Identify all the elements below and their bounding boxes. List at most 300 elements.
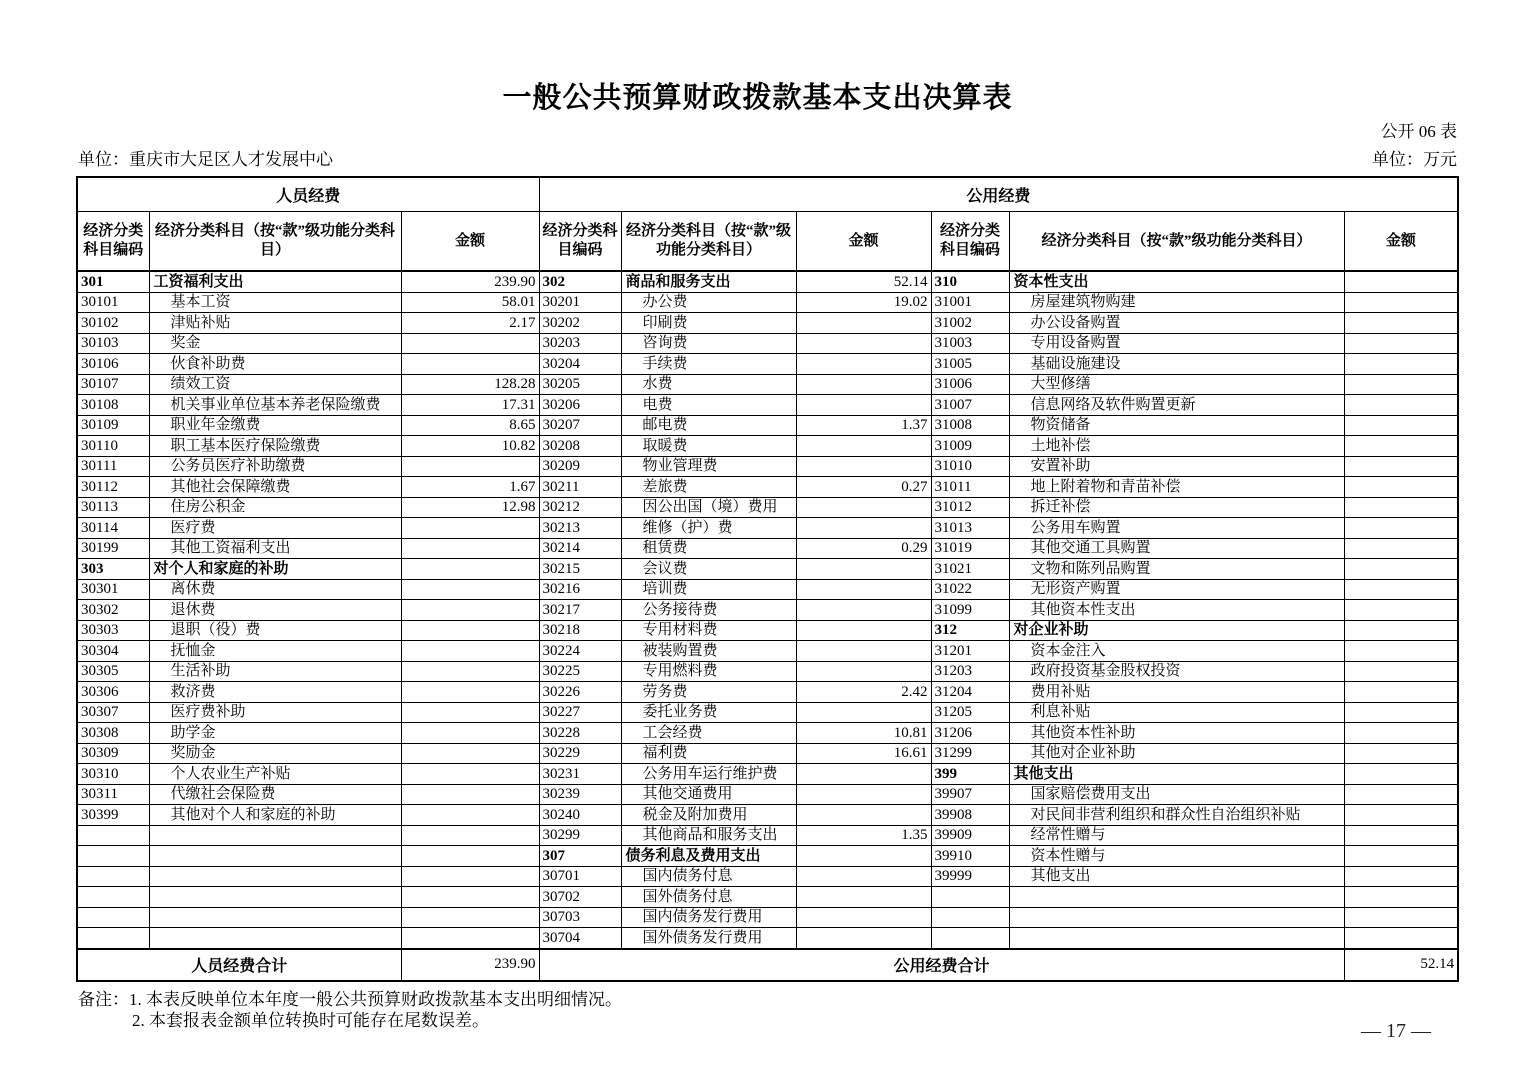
cell-code: 30106 xyxy=(77,354,149,375)
cell-code: 31099 xyxy=(931,600,1009,621)
cell-name: 其他资本性支出 xyxy=(1009,600,1344,621)
cell-name: 津贴补贴 xyxy=(149,313,401,334)
cell-name: 其他对个人和家庭的补助 xyxy=(149,805,401,826)
cell-name: 个人农业生产补贴 xyxy=(149,764,401,785)
cell-code xyxy=(77,887,149,908)
cell-code: 30704 xyxy=(539,928,621,949)
cell-name: 对个人和家庭的补助 xyxy=(149,559,401,580)
cell-amount xyxy=(401,723,539,744)
cell-name: 无形资产购置 xyxy=(1009,579,1344,600)
cell-amount xyxy=(1344,825,1458,846)
cell-amount xyxy=(1344,518,1458,539)
cell-code: 30209 xyxy=(539,456,621,477)
cell-code: 30109 xyxy=(77,415,149,436)
cell-name: 拆迁补偿 xyxy=(1009,497,1344,518)
table-row xyxy=(77,661,1458,682)
cell-amount xyxy=(1344,313,1458,334)
cell-code: 31206 xyxy=(931,723,1009,744)
table-row xyxy=(77,723,1458,744)
cell-code: 30203 xyxy=(539,333,621,354)
cell-amount xyxy=(1344,477,1458,498)
cell-code xyxy=(77,928,149,949)
cell-name: 其他对企业补助 xyxy=(1009,743,1344,764)
cell-amount xyxy=(1344,682,1458,703)
cell-name: 文物和陈列品购置 xyxy=(1009,559,1344,580)
cell-amount: 12.98 xyxy=(401,497,539,518)
cell-amount xyxy=(796,579,931,600)
cell-name: 培训费 xyxy=(621,579,796,600)
notes xyxy=(78,989,1515,1031)
cell-name: 工资福利支出 xyxy=(149,271,401,292)
cell-code: 30206 xyxy=(539,395,621,416)
table-row xyxy=(77,764,1458,785)
cell-name: 公务用车运行维护费 xyxy=(621,764,796,785)
cell-name: 咨询费 xyxy=(621,333,796,354)
cell-code: 31002 xyxy=(931,313,1009,334)
cell-name: 办公费 xyxy=(621,292,796,313)
cell-amount xyxy=(401,518,539,539)
table-body xyxy=(77,271,1458,949)
cell-amount xyxy=(401,784,539,805)
cell-code: 30228 xyxy=(539,723,621,744)
cell-amount xyxy=(796,497,931,518)
cell-amount xyxy=(401,641,539,662)
cell-amount xyxy=(796,928,931,949)
expenditure-table xyxy=(76,176,1459,982)
cell-code: 30102 xyxy=(77,313,149,334)
cell-amount xyxy=(401,743,539,764)
cell-code: 30212 xyxy=(539,497,621,518)
group-header-personnel: 人员经费 xyxy=(77,177,539,212)
cell-name: 抚恤金 xyxy=(149,641,401,662)
cell-name: 公务员医疗补助缴费 xyxy=(149,456,401,477)
cell-code: 30110 xyxy=(77,436,149,457)
cell-code: 30229 xyxy=(539,743,621,764)
cell-code: 30207 xyxy=(539,415,621,436)
cell-name: 国外债务付息 xyxy=(621,887,796,908)
cell-name: 职业年金缴费 xyxy=(149,415,401,436)
cell-code: 31005 xyxy=(931,354,1009,375)
cell-name: 维修（护）费 xyxy=(621,518,796,539)
cell-code: 301 xyxy=(77,271,149,292)
cell-amount xyxy=(1344,928,1458,949)
personnel-total-value: 239.90 xyxy=(401,949,539,981)
col-header-code: 经济分类科目编码 xyxy=(931,212,1009,272)
table-row xyxy=(77,415,1458,436)
cell-code: 30311 xyxy=(77,784,149,805)
cell-amount xyxy=(1344,866,1458,887)
cell-code: 30306 xyxy=(77,682,149,703)
table-row xyxy=(77,271,1458,292)
cell-code: 31204 xyxy=(931,682,1009,703)
cell-code: 39910 xyxy=(931,846,1009,867)
cell-name: 手续费 xyxy=(621,354,796,375)
cell-code: 30301 xyxy=(77,579,149,600)
cell-amount xyxy=(1344,354,1458,375)
cell-amount xyxy=(401,559,539,580)
cell-amount xyxy=(796,313,931,334)
cell-name: 其他社会保障缴费 xyxy=(149,477,401,498)
cell-code: 39907 xyxy=(931,784,1009,805)
cell-amount xyxy=(796,907,931,928)
cell-amount xyxy=(401,866,539,887)
cell-name xyxy=(149,907,401,928)
cell-name: 其他交通费用 xyxy=(621,784,796,805)
cell-code: 30308 xyxy=(77,723,149,744)
cell-code: 30101 xyxy=(77,292,149,313)
table-row xyxy=(77,456,1458,477)
cell-name: 水费 xyxy=(621,374,796,395)
table-row xyxy=(77,825,1458,846)
cell-code xyxy=(931,887,1009,908)
cell-code: 30399 xyxy=(77,805,149,826)
cell-amount xyxy=(401,620,539,641)
cell-code: 31013 xyxy=(931,518,1009,539)
cell-code: 399 xyxy=(931,764,1009,785)
page-title: 一般公共预算财政拨款基本支出决算表 xyxy=(502,82,1013,114)
cell-name: 资本性支出 xyxy=(1009,271,1344,292)
cell-amount xyxy=(1344,456,1458,477)
cell-amount xyxy=(796,354,931,375)
cell-name: 奖励金 xyxy=(149,743,401,764)
table-row xyxy=(77,846,1458,867)
table-row xyxy=(77,887,1458,908)
cell-name: 其他商品和服务支出 xyxy=(621,825,796,846)
table-row xyxy=(77,518,1458,539)
cell-amount xyxy=(401,887,539,908)
cell-code: 30224 xyxy=(539,641,621,662)
col-header-name: 经济分类科目（按“款”级功能分类科目） xyxy=(1009,212,1344,272)
cell-name: 土地补偿 xyxy=(1009,436,1344,457)
cell-name: 资本金注入 xyxy=(1009,641,1344,662)
cell-amount xyxy=(401,538,539,559)
cell-name: 差旅费 xyxy=(621,477,796,498)
cell-amount xyxy=(401,805,539,826)
cell-amount xyxy=(401,825,539,846)
col-header-name: 经济分类科目（按“款”级功能分类科目） xyxy=(149,212,401,272)
col-header-name: 经济分类科目（按“款”级功能分类科目） xyxy=(621,212,796,272)
cell-name xyxy=(1009,887,1344,908)
cell-code: 31006 xyxy=(931,374,1009,395)
cell-amount xyxy=(796,436,931,457)
cell-code: 30703 xyxy=(539,907,621,928)
cell-name: 国家赔偿费用支出 xyxy=(1009,784,1344,805)
table-row xyxy=(77,395,1458,416)
cell-amount xyxy=(1344,538,1458,559)
cell-amount xyxy=(796,805,931,826)
cell-name: 劳务费 xyxy=(621,682,796,703)
table-row xyxy=(77,805,1458,826)
cell-amount: 2.42 xyxy=(796,682,931,703)
form-number-label: 公开 06 表 xyxy=(1380,122,1457,141)
cell-code: 30302 xyxy=(77,600,149,621)
cell-name: 生活补助 xyxy=(149,661,401,682)
table-row xyxy=(77,477,1458,498)
cell-amount xyxy=(401,661,539,682)
table-row xyxy=(77,374,1458,395)
cell-name xyxy=(1009,907,1344,928)
cell-amount xyxy=(1344,497,1458,518)
cell-name xyxy=(149,887,401,908)
cell-name: 其他支出 xyxy=(1009,764,1344,785)
cell-name: 基本工资 xyxy=(149,292,401,313)
cell-name: 国内债务付息 xyxy=(621,866,796,887)
cell-code: 30213 xyxy=(539,518,621,539)
cell-amount xyxy=(1344,702,1458,723)
cell-name: 机关事业单位基本养老保险缴费 xyxy=(149,395,401,416)
cell-name: 其他工资福利支出 xyxy=(149,538,401,559)
cell-amount xyxy=(1344,600,1458,621)
cell-amount xyxy=(796,518,931,539)
cell-name: 住房公积金 xyxy=(149,497,401,518)
cell-code: 31009 xyxy=(931,436,1009,457)
cell-amount xyxy=(1344,374,1458,395)
cell-code: 31019 xyxy=(931,538,1009,559)
cell-amount xyxy=(401,928,539,949)
cell-code: 30299 xyxy=(539,825,621,846)
cell-code: 30303 xyxy=(77,620,149,641)
cell-code: 31012 xyxy=(931,497,1009,518)
cell-code: 303 xyxy=(77,559,149,580)
cell-code: 302 xyxy=(539,271,621,292)
cell-name: 其他资本性补助 xyxy=(1009,723,1344,744)
cell-code xyxy=(77,907,149,928)
col-header-code: 经济分类科目编码 xyxy=(77,212,149,272)
cell-name: 商品和服务支出 xyxy=(621,271,796,292)
cell-code: 30309 xyxy=(77,743,149,764)
personnel-total-label: 人员经费合计 xyxy=(77,949,401,981)
cell-amount xyxy=(1344,723,1458,744)
cell-name: 大型修缮 xyxy=(1009,374,1344,395)
cell-amount xyxy=(1344,846,1458,867)
cell-name: 国内债务发行费用 xyxy=(621,907,796,928)
cell-amount xyxy=(1344,641,1458,662)
cell-code: 31010 xyxy=(931,456,1009,477)
column-header-row xyxy=(77,212,1458,272)
cell-name: 助学金 xyxy=(149,723,401,744)
cell-name: 经常性赠与 xyxy=(1009,825,1344,846)
table-row xyxy=(77,743,1458,764)
table-row xyxy=(77,333,1458,354)
cell-code: 30111 xyxy=(77,456,149,477)
col-header-amount: 金额 xyxy=(796,212,931,272)
cell-code: 30215 xyxy=(539,559,621,580)
cell-name xyxy=(149,825,401,846)
cell-amount xyxy=(1344,559,1458,580)
cell-amount xyxy=(796,702,931,723)
table-row xyxy=(77,702,1458,723)
cell-amount: 16.61 xyxy=(796,743,931,764)
table-row xyxy=(77,682,1458,703)
cell-amount xyxy=(1344,887,1458,908)
cell-code: 310 xyxy=(931,271,1009,292)
cell-amount: 17.31 xyxy=(401,395,539,416)
cell-name: 国外债务发行费用 xyxy=(621,928,796,949)
cell-amount: 1.35 xyxy=(796,825,931,846)
cell-name: 地上附着物和青苗补偿 xyxy=(1009,477,1344,498)
cell-name: 伙食补助费 xyxy=(149,354,401,375)
cell-code: 30227 xyxy=(539,702,621,723)
cell-amount xyxy=(796,641,931,662)
cell-code: 30304 xyxy=(77,641,149,662)
cell-amount: 52.14 xyxy=(796,271,931,292)
cell-name: 其他支出 xyxy=(1009,866,1344,887)
cell-amount xyxy=(401,907,539,928)
cell-code xyxy=(77,825,149,846)
table-row xyxy=(77,928,1458,949)
note-line-2: 2. 本套报表金额单位转换时可能存在尾数误差。 xyxy=(132,1010,489,1030)
cell-amount xyxy=(401,579,539,600)
cell-name: 物资储备 xyxy=(1009,415,1344,436)
cell-amount xyxy=(401,682,539,703)
cell-code: 31007 xyxy=(931,395,1009,416)
cell-amount xyxy=(796,559,931,580)
cell-name xyxy=(149,928,401,949)
cell-name: 对民间非营利组织和群众性自治组织补贴 xyxy=(1009,805,1344,826)
cell-name: 取暖费 xyxy=(621,436,796,457)
cell-amount: 2.17 xyxy=(401,313,539,334)
cell-name: 安置补助 xyxy=(1009,456,1344,477)
cell-code: 30226 xyxy=(539,682,621,703)
cell-amount xyxy=(796,764,931,785)
table-row xyxy=(77,354,1458,375)
cell-name: 其他交通工具购置 xyxy=(1009,538,1344,559)
cell-code: 30112 xyxy=(77,477,149,498)
cell-name: 租赁费 xyxy=(621,538,796,559)
cell-amount xyxy=(1344,764,1458,785)
cell-name: 费用补贴 xyxy=(1009,682,1344,703)
cell-amount xyxy=(1344,907,1458,928)
cell-code: 30108 xyxy=(77,395,149,416)
cell-amount xyxy=(1344,784,1458,805)
cell-name: 职工基本医疗保险缴费 xyxy=(149,436,401,457)
cell-code: 39999 xyxy=(931,866,1009,887)
cell-code: 30701 xyxy=(539,866,621,887)
cell-amount: 58.01 xyxy=(401,292,539,313)
page-number: — 17 — xyxy=(1361,1020,1431,1042)
cell-amount xyxy=(796,784,931,805)
cell-code: 30202 xyxy=(539,313,621,334)
cell-name: 医疗费 xyxy=(149,518,401,539)
cell-amount: 0.27 xyxy=(796,477,931,498)
cell-code: 30214 xyxy=(539,538,621,559)
public-total-value: 52.14 xyxy=(1344,949,1458,981)
cell-amount xyxy=(796,600,931,621)
cell-amount xyxy=(796,395,931,416)
cell-amount xyxy=(401,764,539,785)
table-row xyxy=(77,641,1458,662)
cell-code: 31203 xyxy=(931,661,1009,682)
cell-code: 30702 xyxy=(539,887,621,908)
cell-name: 专用设备购置 xyxy=(1009,333,1344,354)
cell-code: 31205 xyxy=(931,702,1009,723)
cell-name: 工会经费 xyxy=(621,723,796,744)
cell-name: 代缴社会保险费 xyxy=(149,784,401,805)
cell-name: 资本性赠与 xyxy=(1009,846,1344,867)
cell-code: 30107 xyxy=(77,374,149,395)
cell-amount xyxy=(401,600,539,621)
public-total-label: 公用经费合计 xyxy=(539,949,1344,981)
cell-name: 退休费 xyxy=(149,600,401,621)
cell-code xyxy=(77,866,149,887)
cell-name xyxy=(1009,928,1344,949)
cell-code: 31001 xyxy=(931,292,1009,313)
cell-name: 因公出国（境）费用 xyxy=(621,497,796,518)
unit-name-label: 单位：重庆市大足区人才发展中心 xyxy=(78,150,333,169)
cell-code: 307 xyxy=(539,846,621,867)
cell-code: 30310 xyxy=(77,764,149,785)
cell-name: 物业管理费 xyxy=(621,456,796,477)
cell-code: 312 xyxy=(931,620,1009,641)
table-row xyxy=(77,784,1458,805)
table-row xyxy=(77,497,1458,518)
cell-amount xyxy=(1344,292,1458,313)
cell-name: 债务利息及费用支出 xyxy=(621,846,796,867)
cell-code: 30305 xyxy=(77,661,149,682)
cell-name: 公务用车购置 xyxy=(1009,518,1344,539)
cell-name xyxy=(149,846,401,867)
cell-amount xyxy=(401,702,539,723)
cell-amount: 128.28 xyxy=(401,374,539,395)
cell-amount xyxy=(796,333,931,354)
cell-code: 30217 xyxy=(539,600,621,621)
cell-amount xyxy=(796,374,931,395)
cell-amount xyxy=(796,887,931,908)
cell-name: 基础设施建设 xyxy=(1009,354,1344,375)
cell-name: 利息补贴 xyxy=(1009,702,1344,723)
cell-amount xyxy=(1344,436,1458,457)
cell-amount xyxy=(796,866,931,887)
cell-amount xyxy=(796,846,931,867)
table-row xyxy=(77,907,1458,928)
unit-row xyxy=(78,150,1457,170)
cell-name: 印刷费 xyxy=(621,313,796,334)
table-row xyxy=(77,436,1458,457)
cell-name: 对企业补助 xyxy=(1009,620,1344,641)
cell-amount: 239.90 xyxy=(401,271,539,292)
cell-amount xyxy=(1344,333,1458,354)
cell-amount: 19.02 xyxy=(796,292,931,313)
cell-amount xyxy=(1344,805,1458,826)
cell-name: 政府投资基金股权投资 xyxy=(1009,661,1344,682)
cell-amount xyxy=(796,661,931,682)
cell-code: 30240 xyxy=(539,805,621,826)
cell-name: 福利费 xyxy=(621,743,796,764)
cell-code xyxy=(931,907,1009,928)
group-header-row xyxy=(77,177,1458,212)
cell-name: 房屋建筑物购建 xyxy=(1009,292,1344,313)
col-header-amount: 金额 xyxy=(1344,212,1458,272)
cell-name: 被装购置费 xyxy=(621,641,796,662)
cell-code: 31201 xyxy=(931,641,1009,662)
cell-amount xyxy=(1344,271,1458,292)
cell-name: 税金及附加费用 xyxy=(621,805,796,826)
cell-amount: 10.81 xyxy=(796,723,931,744)
cell-code: 31299 xyxy=(931,743,1009,764)
cell-code: 30216 xyxy=(539,579,621,600)
cell-name: 邮电费 xyxy=(621,415,796,436)
cell-name: 信息网络及软件购置更新 xyxy=(1009,395,1344,416)
cell-amount: 0.29 xyxy=(796,538,931,559)
table-row xyxy=(77,292,1458,313)
cell-amount xyxy=(1344,415,1458,436)
cell-amount xyxy=(796,620,931,641)
cell-name: 办公设备购置 xyxy=(1009,313,1344,334)
table-row xyxy=(77,600,1458,621)
cell-amount xyxy=(1344,743,1458,764)
cell-amount xyxy=(1344,395,1458,416)
cell-code: 30199 xyxy=(77,538,149,559)
